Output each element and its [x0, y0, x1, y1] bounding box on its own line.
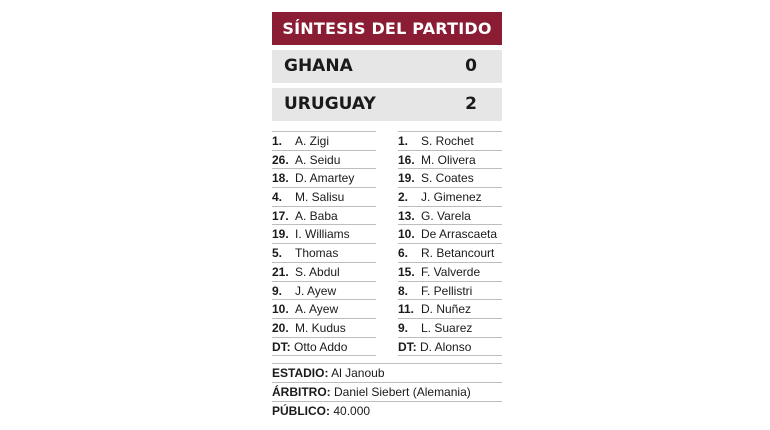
- away-team-goals: 2: [465, 94, 477, 114]
- player-row: [398, 244, 502, 263]
- player-number: 18.: [272, 171, 289, 186]
- player-number: 26.: [272, 152, 289, 167]
- player-row: [272, 300, 376, 319]
- info-value: Daniel Siebert (Alemania): [334, 385, 471, 399]
- info-label: ESTADIO:: [272, 366, 329, 380]
- player-name: D. Nuñez: [421, 302, 472, 317]
- player-number: 19.: [272, 227, 289, 242]
- player-row: [272, 207, 376, 226]
- player-number: 19.: [398, 171, 415, 186]
- player-row: [272, 131, 376, 151]
- player-name: A. Ayew: [295, 302, 339, 317]
- player-row: [272, 319, 376, 338]
- info-row-attendance: [272, 401, 502, 420]
- player-name: M. Kudus: [295, 320, 346, 335]
- player-name: M. Salisu: [295, 190, 345, 205]
- coach-row: [272, 338, 376, 357]
- player-number: 6.: [398, 246, 409, 261]
- player-number: 9.: [398, 320, 409, 335]
- player-number: 4.: [272, 190, 283, 205]
- player-number: 10.: [272, 302, 289, 317]
- score-row-home: [272, 50, 502, 83]
- player-row: [272, 151, 376, 170]
- score-row-away: [272, 88, 502, 121]
- info-value: 40.000: [333, 404, 371, 418]
- player-row: [398, 169, 502, 188]
- player-number: 11.: [398, 302, 415, 317]
- player-row: [398, 263, 502, 282]
- player-row: [272, 282, 376, 301]
- player-number: 16.: [398, 152, 415, 167]
- player-number: 1.: [272, 134, 283, 148]
- player-name: A. Seidu: [295, 152, 341, 167]
- player-name: R. Betancourt: [421, 246, 495, 261]
- player-row: [398, 225, 502, 244]
- player-number: 17.: [272, 208, 289, 223]
- player-name: A. Baba: [295, 208, 338, 223]
- info-label: ÁRBITRO:: [272, 385, 331, 399]
- player-row: [398, 131, 502, 151]
- coach-name: D. Alonso: [420, 339, 472, 354]
- player-row: [398, 282, 502, 301]
- player-number: 21.: [272, 264, 289, 279]
- player-name: Thomas: [295, 246, 339, 261]
- away-team-name: URUGUAY: [284, 94, 376, 114]
- player-row: [398, 207, 502, 226]
- player-name: S. Coates: [421, 171, 474, 186]
- coach-label: DT:: [272, 339, 291, 354]
- player-name: J. Gimenez: [421, 190, 482, 205]
- player-row: [272, 225, 376, 244]
- home-lineup: [272, 131, 376, 356]
- info-value: Al Janoub: [331, 366, 385, 380]
- player-row: [398, 300, 502, 319]
- player-number: 10.: [398, 227, 415, 242]
- info-label: PÚBLICO:: [272, 404, 330, 418]
- player-number: 1.: [398, 134, 409, 148]
- player-number: 9.: [272, 283, 283, 298]
- player-name: De Arrascaeta: [421, 227, 498, 242]
- player-name: F. Pellistri: [421, 283, 473, 298]
- player-number: 8.: [398, 283, 409, 298]
- player-name: S. Abdul: [295, 264, 340, 279]
- player-number: 5.: [272, 246, 283, 261]
- match-info: [272, 363, 502, 420]
- away-lineup: [398, 131, 502, 356]
- player-name: J. Ayew: [295, 283, 337, 298]
- coach-label: DT:: [398, 339, 417, 354]
- player-name: M. Olivera: [421, 152, 476, 167]
- lineups: [272, 131, 502, 357]
- player-row: [272, 188, 376, 207]
- player-row: [272, 169, 376, 188]
- player-name: S. Rochet: [421, 134, 474, 148]
- home-team-name: GHANA: [284, 56, 353, 76]
- coach-name: Otto Addo: [294, 339, 348, 354]
- player-name: A. Zigi: [295, 134, 330, 148]
- player-number: 2.: [398, 190, 409, 205]
- player-number: 15.: [398, 264, 415, 279]
- player-number: 20.: [272, 320, 289, 335]
- player-name: I. Williams: [295, 227, 350, 242]
- match-summary-card: [272, 12, 502, 420]
- player-number: 13.: [398, 208, 415, 223]
- player-name: D. Amartey: [295, 171, 355, 186]
- player-name: F. Valverde: [421, 264, 481, 279]
- info-row-referee: [272, 382, 502, 401]
- player-row: [398, 188, 502, 207]
- player-row: [398, 319, 502, 338]
- player-name: G. Varela: [421, 208, 471, 223]
- match-summary-title: SÍNTESIS DEL PARTIDO: [272, 12, 502, 45]
- player-row: [398, 151, 502, 170]
- player-name: L. Suarez: [421, 320, 473, 335]
- coach-row: [398, 338, 502, 357]
- player-row: [272, 244, 376, 263]
- home-team-goals: 0: [465, 56, 477, 76]
- info-row-stadium: [272, 363, 502, 382]
- player-row: [272, 263, 376, 282]
